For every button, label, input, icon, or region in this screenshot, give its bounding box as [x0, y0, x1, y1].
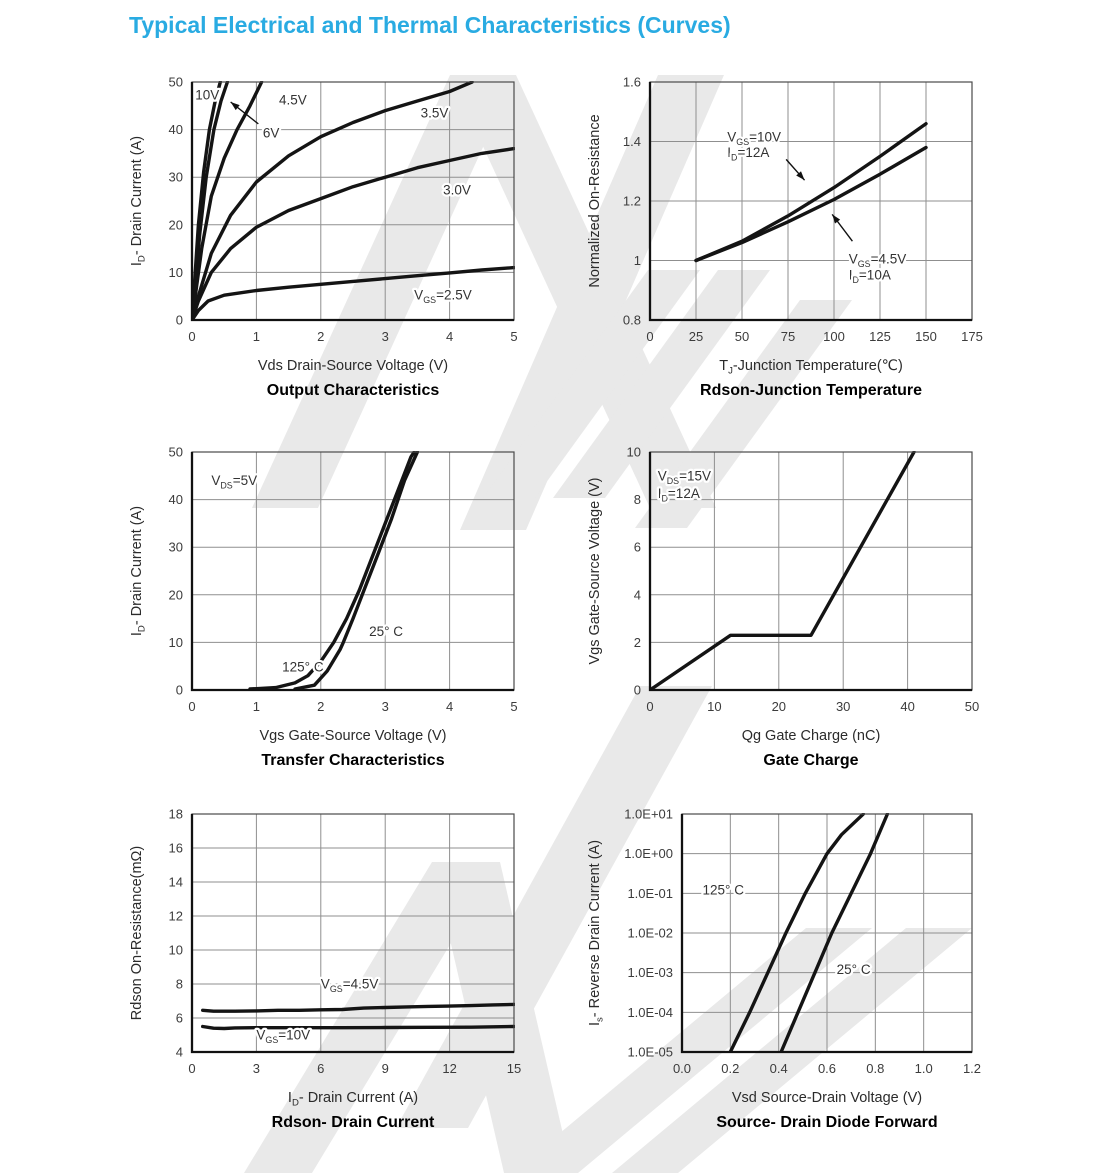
x-tick-label: 0.8 [866, 1061, 885, 1076]
y-axis-label: Normalized On-Resistance [587, 114, 603, 288]
annotation-label: $I_D=10A$ [848, 267, 891, 285]
chart-panel-source-drain-diode-forward [584, 796, 1060, 1148]
x-tick-label: 3 [381, 329, 389, 344]
axis-lines [192, 814, 514, 1052]
transfer-characteristics-chart [126, 434, 602, 786]
y-tick-label: 14 [168, 874, 183, 890]
x-tick-label: 0 [646, 329, 654, 344]
x-tick-label: 6 [317, 1061, 325, 1076]
x-tick-label: 0.0 [672, 1061, 692, 1076]
y-tick-label: 0 [633, 682, 641, 698]
annotation-label: 25° C [369, 623, 404, 639]
annotation-label: 25° C [836, 962, 871, 978]
annotation-label: $V_{GS}=10V$ [256, 1027, 311, 1045]
y-tick-label: 1.0E-03 [627, 965, 673, 981]
y-tick-label: 4 [175, 1044, 183, 1060]
series-vgs-10v [203, 1027, 514, 1029]
y-tick-label: 1.2 [622, 193, 641, 209]
x-axis-label: Vgs Gate-Source Voltage (V) [259, 728, 447, 744]
annotation-label: 10V [195, 87, 220, 103]
y-tick-label: 1.0E+01 [624, 806, 673, 822]
y-tick-label: 1 [633, 253, 641, 268]
y-tick-label: 1.0E-02 [627, 925, 673, 941]
grid [192, 814, 514, 1052]
y-tick-label: 0 [175, 682, 183, 698]
x-tick-label: 2 [317, 329, 325, 344]
x-tick-label: 125 [869, 329, 891, 344]
chart-panel-rdson-drain-current [126, 796, 602, 1148]
chart-panel-output-characteristics [126, 64, 602, 416]
y-tick-label: 12 [168, 908, 183, 924]
x-tick-label: 100 [823, 329, 845, 344]
x-tick-label: 5 [510, 699, 518, 714]
annotation-label: 125° C [282, 659, 324, 675]
annotation-label: $V_{DS}=15V$ [657, 468, 712, 486]
plot-border [192, 814, 514, 1052]
x-tick-label: 4 [445, 699, 454, 714]
chart-title: Rdson- Drain Current [271, 1114, 435, 1131]
y-tick-label: 40 [168, 492, 183, 508]
chart-title: Source- Drain Diode Forward [716, 1114, 938, 1131]
x-tick-label: 50 [964, 699, 980, 714]
x-tick-label: 150 [915, 329, 937, 344]
x-axis-label: Vsd Source-Drain Voltage (V) [731, 1090, 923, 1106]
y-tick-label: 1.0E-01 [627, 885, 673, 901]
x-tick-label: 0 [188, 329, 196, 344]
gate-charge-chart [584, 434, 1060, 786]
annotation-label: 4.5V [278, 92, 307, 108]
y-tick-label: 10 [168, 634, 183, 650]
series-125-c [250, 452, 414, 689]
y-tick-label: 8 [175, 976, 183, 992]
x-tick-label: 0.2 [721, 1061, 740, 1076]
series-vgs-4-5v-id-10a [696, 148, 926, 261]
page-title: Typical Electrical and Thermal Characteristics (Curves) [129, 12, 731, 38]
annotation-label: $V_{GS}=2.5V$ [414, 287, 472, 305]
x-tick-label: 0 [646, 699, 654, 714]
y-tick-label: 30 [168, 539, 183, 555]
y-tick-label: 1.0E-05 [627, 1044, 673, 1060]
chart-title: Rdson-Junction Temperature [700, 382, 922, 399]
y-axis-label: $I_D-$ Drain Current (A) [129, 135, 148, 267]
x-axis-label: Qg Gate Charge (nC) [741, 728, 881, 744]
x-tick-label: 1 [252, 329, 261, 344]
x-tick-label: 9 [381, 1061, 389, 1076]
source-drain-diode-forward-chart [584, 796, 1060, 1148]
y-tick-label: 6 [633, 539, 641, 555]
chart-title: Gate Charge [763, 752, 859, 769]
x-tick-label: 2 [317, 699, 325, 714]
x-axis-label: Vds Drain-Source Voltage (V) [257, 358, 449, 374]
x-tick-label: 0.6 [817, 1061, 837, 1076]
annotation-label: $I_D=12A$ [657, 486, 700, 504]
annotation-label: $V_{GS}=10V$ [727, 129, 782, 148]
y-tick-label: 20 [168, 587, 183, 603]
rdson-drain-current-chart [126, 796, 602, 1148]
x-tick-label: 50 [734, 329, 750, 344]
x-tick-label: 3 [252, 1061, 261, 1076]
grid [682, 814, 972, 1052]
y-tick-label: 18 [168, 806, 183, 822]
y-tick-label: 0 [175, 312, 183, 328]
x-tick-label: 15 [506, 1061, 522, 1076]
chart-title: Output Characteristics [266, 382, 440, 399]
annotation-label: 3.0V [443, 182, 471, 198]
x-tick-label: 1 [252, 699, 261, 714]
x-axis-label: $T_J$-Junction Temperature(℃) [719, 358, 903, 377]
y-axis-label: $I_s-$ Reverse Drain Current (A) [587, 839, 606, 1027]
chart-panel-gate-charge [584, 434, 1060, 786]
series-group [203, 1004, 514, 1028]
x-tick-label: 0 [188, 1061, 196, 1076]
series-group [192, 82, 514, 320]
y-tick-label: 4 [633, 587, 641, 603]
annotation-label: $I_D=12A$ [727, 145, 770, 163]
x-tick-label: 40 [900, 699, 915, 714]
x-axis-label: $I_D-$ Drain Current (A) [287, 1090, 419, 1109]
x-tick-label: 10 [707, 699, 722, 714]
x-tick-label: 20 [771, 699, 787, 714]
y-tick-label: 6 [175, 1010, 183, 1026]
chart-panel-transfer-characteristics [126, 434, 602, 786]
annotation-label: 125° C [702, 882, 744, 898]
annotation-label: $V_{DS}=5V$ [211, 473, 258, 491]
annotation-label: 6V [262, 125, 280, 141]
series-vgs-4-5v [203, 1004, 514, 1011]
y-tick-label: 50 [168, 444, 183, 460]
x-tick-label: 3 [381, 699, 389, 714]
chart-title: Transfer Characteristics [261, 752, 445, 769]
annotation-arrow [231, 102, 259, 124]
annotation-arrow [832, 214, 852, 241]
output-characteristics-chart [126, 64, 602, 416]
annotation-label: $V_{GS}=4.5V$ [320, 976, 379, 994]
y-tick-label: 10 [168, 264, 183, 280]
annotation-label: $V_{GS}=4.5V$ [848, 251, 907, 270]
x-tick-label: 5 [510, 329, 518, 344]
y-axis-label: $I_D-$ Drain Current (A) [129, 505, 148, 637]
y-tick-label: 1.0E+00 [624, 846, 673, 862]
x-tick-label: 0.4 [769, 1061, 788, 1076]
x-tick-label: 25 [688, 329, 704, 344]
y-tick-label: 40 [168, 122, 183, 138]
chart-panel-rdson-junction-temperature [584, 64, 1060, 416]
y-tick-label: 2 [633, 634, 641, 650]
y-tick-label: 50 [168, 74, 183, 90]
x-tick-label: 4 [445, 329, 454, 344]
series-group [250, 452, 417, 689]
y-tick-label: 10 [626, 444, 641, 460]
x-tick-label: 175 [961, 329, 983, 344]
rdson-junction-temperature-chart [584, 64, 1060, 416]
y-tick-label: 1.6 [622, 74, 641, 90]
x-tick-label: 75 [780, 329, 796, 344]
y-axis-label: Vgs Gate-Source Voltage (V) [587, 477, 603, 665]
annotation-label: 3.5V [420, 105, 449, 121]
y-tick-label: 1.4 [622, 134, 641, 149]
y-tick-label: 1.0E-04 [627, 1004, 673, 1020]
x-tick-label: 1.2 [962, 1061, 982, 1076]
y-tick-label: 16 [168, 840, 183, 856]
x-tick-label: 1.0 [914, 1061, 933, 1076]
x-tick-label: 12 [442, 1061, 457, 1076]
y-tick-label: 0.8 [622, 312, 641, 328]
x-tick-label: 30 [835, 699, 851, 714]
x-tick-label: 0 [188, 699, 196, 714]
y-tick-label: 10 [168, 942, 183, 958]
y-tick-label: 20 [168, 217, 183, 233]
annotation-arrow [786, 159, 804, 180]
y-axis-label: Rdson On-Resistance(mΩ) [129, 845, 145, 1021]
y-tick-label: 30 [168, 169, 183, 185]
y-tick-label: 8 [633, 492, 641, 508]
